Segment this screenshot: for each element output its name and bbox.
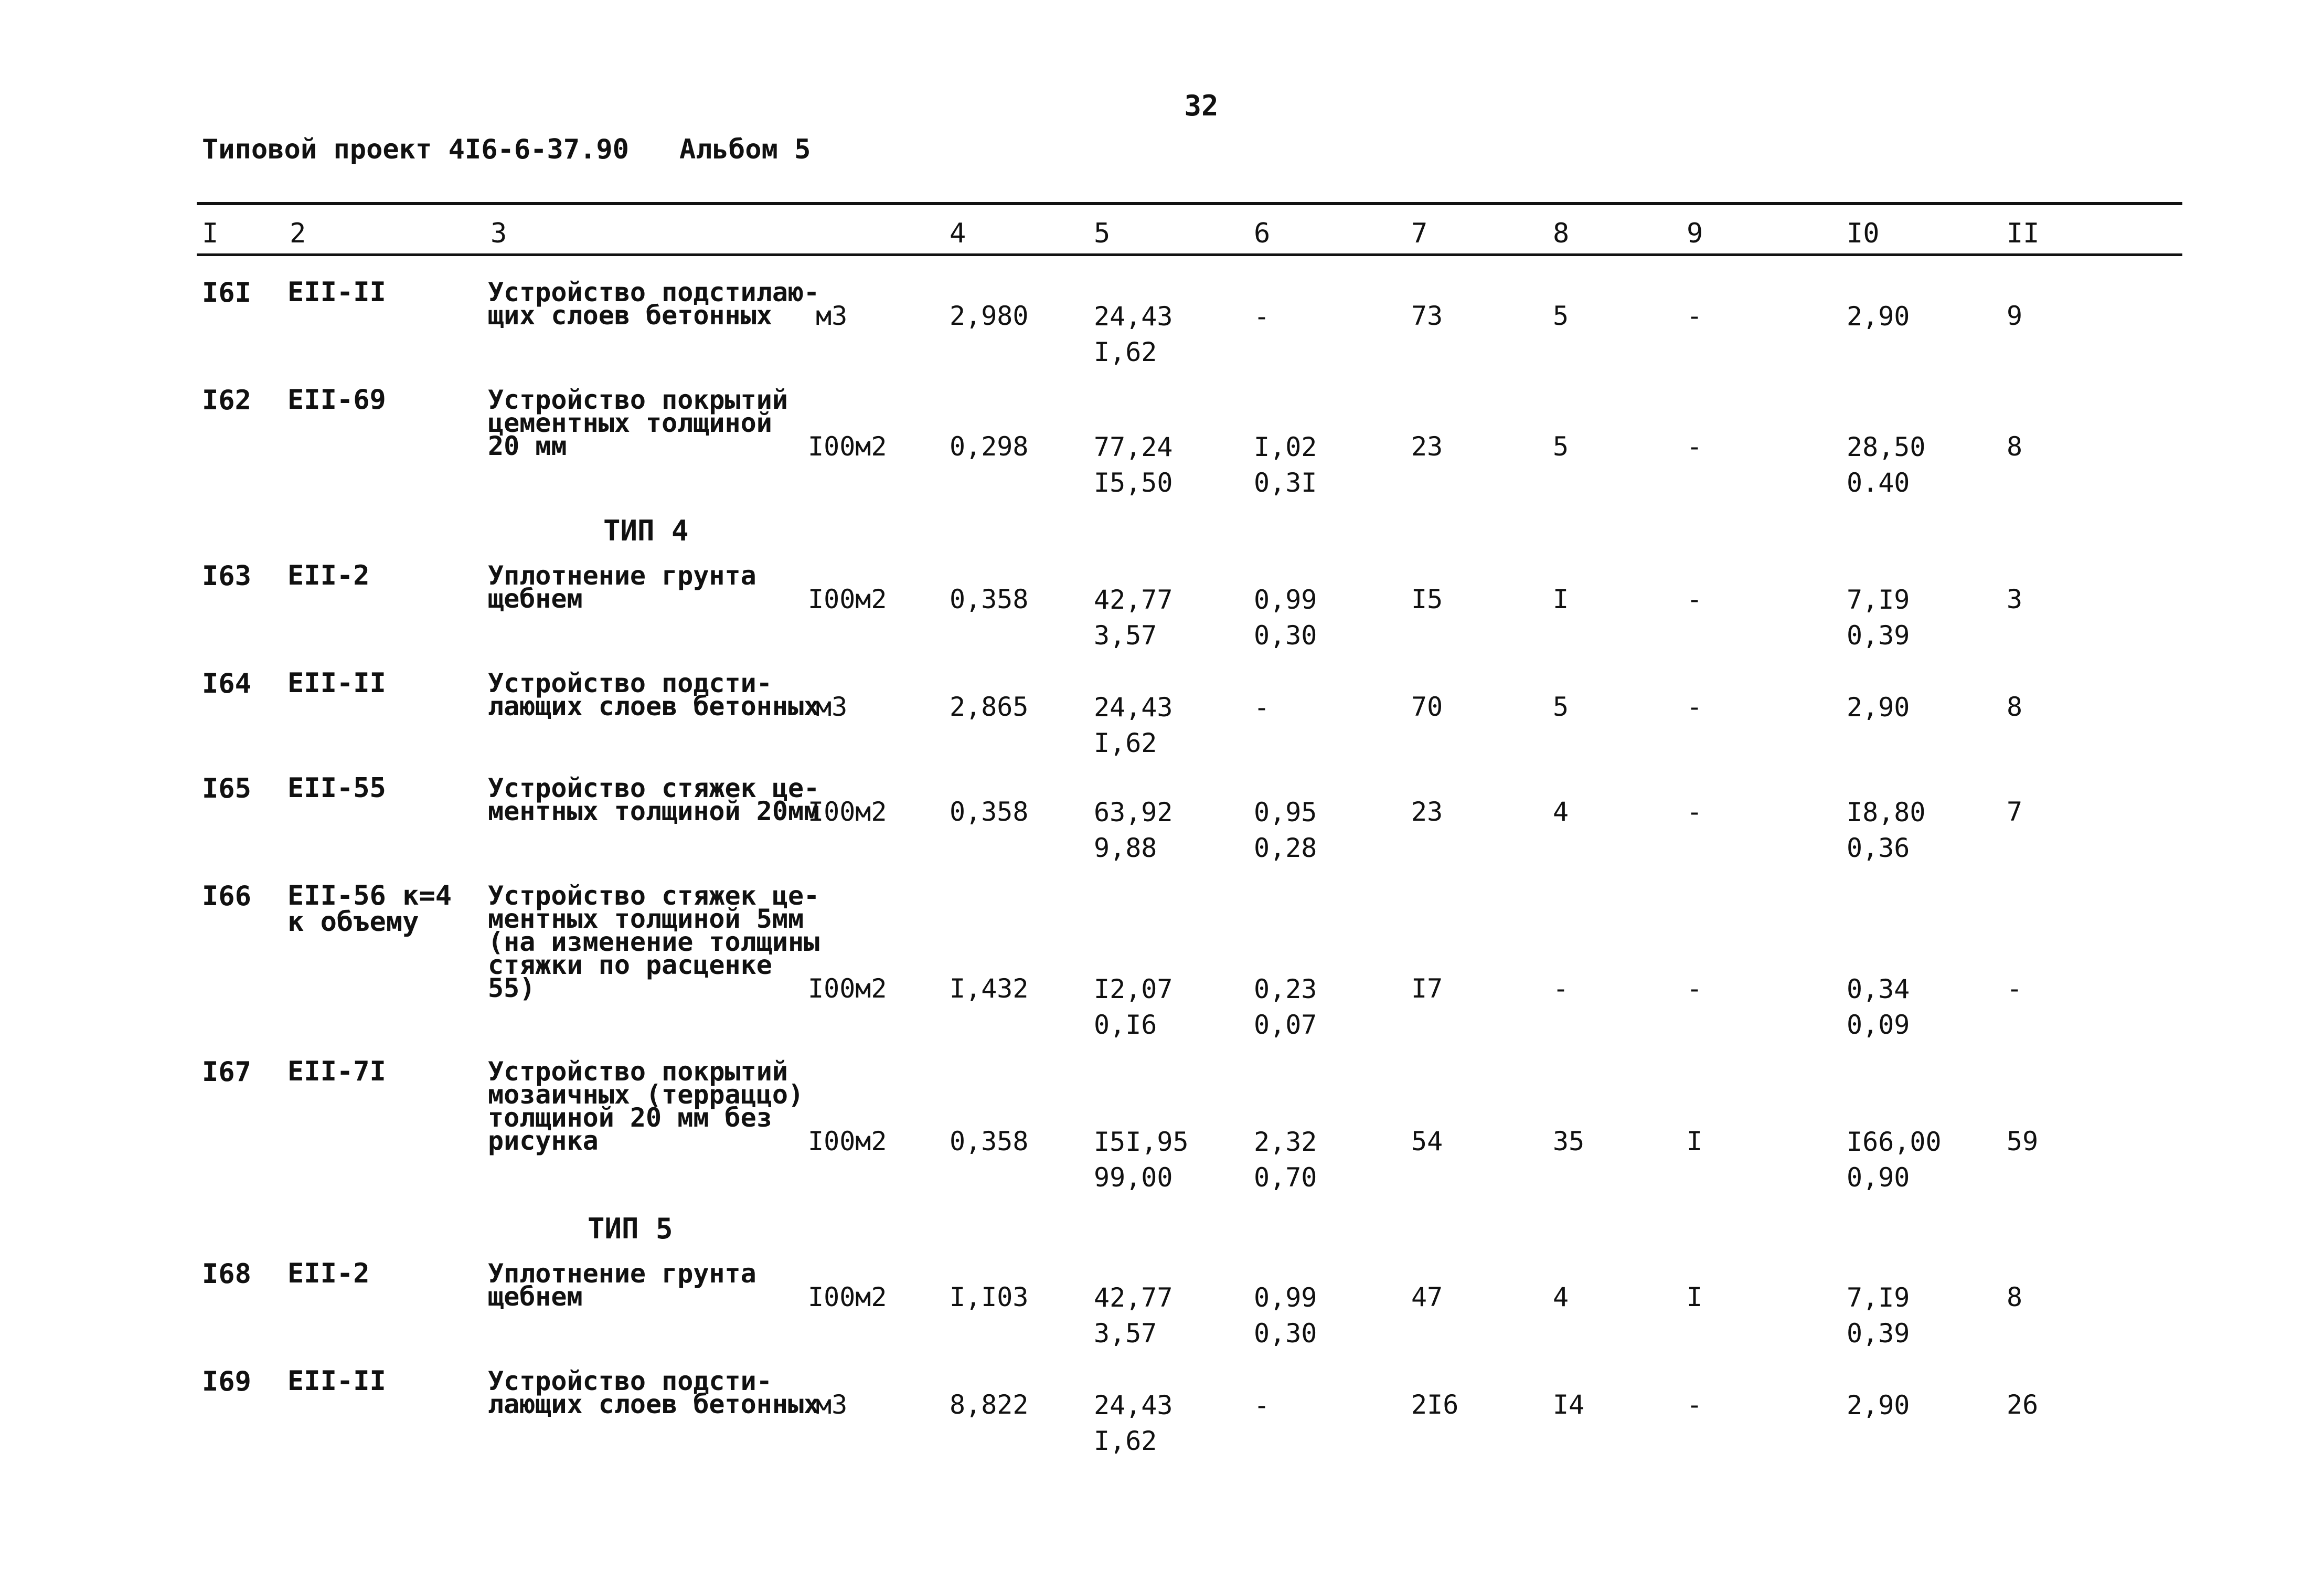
column-header-2: 2 — [290, 218, 306, 249]
cost-col6 — [1254, 971, 1317, 1043]
work-description-line: щебнем — [488, 584, 583, 614]
col8-value: I — [1553, 584, 1569, 614]
col10-values-line: 7,I9 — [1847, 585, 1910, 615]
unit: I00м2 — [808, 431, 887, 462]
col11-value: - — [2007, 973, 2023, 1004]
col10-values-line: 2,90 — [1847, 1390, 1910, 1420]
col9-value: - — [1687, 692, 1703, 722]
row-number: I63 — [202, 560, 251, 592]
cost-col5-line: I,62 — [1094, 728, 1157, 758]
col8-value: 4 — [1553, 1282, 1569, 1312]
rate-code-line: EII-7I — [287, 1056, 386, 1087]
col10-values-line — [1847, 725, 1910, 761]
work-description-line: толщиной 20 мм без — [488, 1102, 772, 1133]
cost-col6 — [1254, 794, 1317, 866]
col7-value: 23 — [1411, 797, 1443, 827]
cost-col5-line: I,62 — [1094, 1426, 1157, 1456]
column-header-6: 6 — [1254, 218, 1271, 249]
cost-col5-line: I5,50 — [1094, 468, 1173, 498]
col7-value: 70 — [1411, 692, 1443, 722]
work-description — [488, 773, 820, 826]
row-number: I64 — [202, 668, 251, 699]
rate-code — [287, 1260, 370, 1287]
rate-code — [287, 560, 370, 591]
cost-col6-line: - — [1254, 1390, 1270, 1420]
cost-col6 — [1254, 1387, 1270, 1459]
work-description — [488, 277, 820, 331]
col11-value: 8 — [2007, 431, 2023, 462]
quantity: 0,358 — [950, 584, 1029, 614]
cost-col6-line: 2,32 — [1254, 1127, 1317, 1157]
col10-values — [1847, 582, 1910, 653]
col11-value: 8 — [2007, 1282, 2023, 1312]
unit: м3 — [816, 1390, 848, 1420]
col9-value: - — [1687, 584, 1703, 614]
col8-value: 5 — [1553, 301, 1569, 331]
col10-values-line: I8,80 — [1847, 797, 1926, 828]
rate-code-line: EII-69 — [287, 384, 386, 416]
cost-col6-line — [1254, 334, 1270, 370]
col8-value: 5 — [1553, 431, 1569, 462]
col8-value: 5 — [1553, 692, 1569, 722]
column-header-7: 7 — [1411, 218, 1428, 249]
unit: I00м2 — [808, 1282, 887, 1312]
cost-col6 — [1254, 429, 1317, 501]
row-number: I69 — [202, 1366, 251, 1397]
col11-value: 7 — [2007, 797, 2023, 827]
work-description-line: 20 мм — [488, 431, 567, 461]
col8-value: I4 — [1553, 1390, 1585, 1420]
cost-col6-line: 0,30 — [1254, 620, 1317, 651]
quantity: 0,298 — [950, 431, 1029, 462]
cost-col5 — [1094, 582, 1173, 653]
work-description-line: стяжки по расценке — [488, 950, 772, 980]
cost-col6-line: - — [1254, 301, 1270, 332]
col10-values-line: 0,90 — [1847, 1162, 1910, 1193]
col8-value: 35 — [1553, 1126, 1585, 1157]
cost-col6-line — [1254, 1423, 1270, 1459]
work-description-line: рисунка — [488, 1126, 599, 1156]
work-description-line: мозаичных (терраццо) — [488, 1079, 804, 1110]
col10-values-line: 0,39 — [1847, 620, 1910, 651]
cost-col5 — [1094, 1387, 1173, 1459]
rate-code — [287, 1365, 386, 1397]
rate-code — [287, 277, 386, 308]
rate-code-line: EII-2 — [287, 1258, 370, 1289]
rate-code — [287, 667, 386, 699]
rate-code-line: EII-II — [287, 667, 386, 699]
cost-col6-line: 0,99 — [1254, 1282, 1317, 1313]
section-title: ТИП 4 — [603, 514, 689, 547]
col10-values-line: 0,34 — [1847, 974, 1910, 1004]
col7-value: 2I6 — [1411, 1390, 1459, 1420]
work-description — [488, 385, 788, 461]
cost-col5-line: I,62 — [1094, 337, 1157, 367]
quantity: 0,358 — [950, 1126, 1029, 1157]
cost-col6-line: 0,3I — [1254, 468, 1317, 498]
header-title: Типовой проект 4I6-6-37.90 — [202, 134, 629, 165]
cost-col5 — [1094, 690, 1173, 761]
column-header-1: I — [202, 218, 219, 249]
col11-value: 9 — [2007, 301, 2023, 331]
cost-col6 — [1254, 582, 1317, 653]
col9-value: - — [1687, 301, 1703, 331]
col10-values-line: 0.40 — [1847, 468, 1910, 498]
work-description-line: ментных толщиной 5мм — [488, 904, 804, 934]
work-description-line: Устройство подстилаю- — [488, 277, 820, 307]
work-description — [488, 1056, 804, 1156]
unit: I00м2 — [808, 584, 887, 614]
col8-value: 4 — [1553, 797, 1569, 827]
work-description-line: Уплотнение грунта — [488, 560, 756, 591]
col10-values-line: 0,09 — [1847, 1010, 1910, 1040]
col11-value: 8 — [2007, 692, 2023, 722]
quantity: I,432 — [950, 973, 1029, 1004]
unit: I00м2 — [808, 1126, 887, 1157]
rate-code-line: EII-56 к=4 — [287, 880, 452, 911]
unit: м3 — [816, 692, 848, 722]
work-description-line: Устройство покрытий — [488, 385, 788, 415]
col7-value: 73 — [1411, 301, 1443, 331]
cost-col5 — [1094, 971, 1173, 1043]
work-description — [488, 668, 820, 722]
quantity: 8,822 — [950, 1390, 1029, 1420]
row-number: I65 — [202, 773, 251, 804]
col10-values-line: 0,36 — [1847, 833, 1910, 863]
col9-value: - — [1687, 431, 1703, 462]
cost-col6-line: - — [1254, 692, 1270, 723]
cost-col6-line: 0,28 — [1254, 833, 1317, 863]
cost-col6 — [1254, 1124, 1317, 1195]
work-description — [488, 881, 820, 1003]
rate-code — [287, 772, 386, 804]
cost-col6-line: 0,99 — [1254, 585, 1317, 615]
work-description-line: щебнем — [488, 1281, 583, 1312]
column-header-9: 9 — [1687, 218, 1703, 249]
cost-col5-line: 99,00 — [1094, 1162, 1173, 1193]
col9-value: - — [1687, 797, 1703, 827]
col9-value: I — [1687, 1282, 1703, 1312]
col7-value: 54 — [1411, 1126, 1443, 1157]
col9-value: - — [1687, 1390, 1703, 1420]
col11-value: 3 — [2007, 584, 2023, 614]
work-description-line: цементных толщиной — [488, 408, 772, 438]
col10-values — [1847, 690, 1910, 761]
work-description-line: Уплотнение грунта — [488, 1258, 756, 1289]
column-header-3: 3 — [491, 218, 507, 249]
column-header-4: 4 — [950, 218, 966, 249]
quantity: 2,980 — [950, 301, 1029, 331]
table-top-rule — [197, 202, 2182, 205]
cost-col6 — [1254, 1280, 1317, 1351]
work-description-line: лающих слоев бетонных — [488, 691, 820, 722]
cost-col5 — [1094, 429, 1173, 501]
cost-col5-line: 24,43 — [1094, 692, 1173, 723]
col10-values-line: 28,50 — [1847, 432, 1926, 462]
col8-value: - — [1553, 973, 1569, 1004]
cost-col5-line: 63,92 — [1094, 797, 1173, 828]
cost-col5-line: 42,77 — [1094, 1282, 1173, 1313]
row-number: I68 — [202, 1258, 251, 1290]
column-header-10: I0 — [1847, 218, 1880, 249]
work-description — [488, 1366, 820, 1419]
col7-value: 47 — [1411, 1282, 1443, 1312]
cost-col6-line: 0,07 — [1254, 1010, 1317, 1040]
work-description-line: Устройство стяжек це- — [488, 773, 820, 803]
work-description — [488, 1258, 756, 1312]
unit: I00м2 — [808, 973, 887, 1004]
cost-col5-line: 24,43 — [1094, 301, 1173, 332]
col10-values — [1847, 1124, 1942, 1195]
cost-col6-line: I,02 — [1254, 432, 1317, 462]
col10-values — [1847, 299, 1910, 370]
cost-col5-line: 3,57 — [1094, 1318, 1157, 1349]
cost-col6-line — [1254, 725, 1270, 761]
header-album: Альбом 5 — [679, 134, 811, 165]
col10-values-line: 2,90 — [1847, 692, 1910, 723]
cost-col6 — [1254, 299, 1270, 370]
col10-values — [1847, 794, 1926, 866]
col7-value: I7 — [1411, 973, 1443, 1004]
unit: м3 — [816, 301, 848, 331]
work-description-line: (на изменение толщины — [488, 927, 820, 957]
rate-code — [287, 1058, 386, 1085]
cost-col5-line: 0,I6 — [1094, 1010, 1157, 1040]
cost-col5 — [1094, 299, 1173, 370]
column-header-5: 5 — [1094, 218, 1111, 249]
rate-code-line: EII-II — [287, 1365, 386, 1397]
work-description-line: Устройство подсти- — [488, 668, 772, 698]
col9-value: - — [1687, 973, 1703, 1004]
col11-value: 59 — [2007, 1126, 2039, 1157]
rate-code-line: EII-2 — [287, 560, 370, 591]
quantity: I,I03 — [950, 1282, 1029, 1312]
work-description-line: лающих слоев бетонных — [488, 1389, 820, 1419]
cost-col6-line: 0,30 — [1254, 1318, 1317, 1349]
work-description-line: Устройство стяжек це- — [488, 881, 820, 911]
column-header-11: II — [2007, 218, 2040, 249]
row-number: I66 — [202, 881, 251, 912]
work-description-line: Устройство подсти- — [488, 1366, 772, 1396]
section-title: ТИП 5 — [588, 1212, 673, 1245]
cost-col6-line: 0,23 — [1254, 974, 1317, 1004]
row-number: I62 — [202, 385, 251, 416]
cost-col5-line: I5I,95 — [1094, 1127, 1189, 1157]
cost-col5-line: 24,43 — [1094, 1390, 1173, 1420]
col10-values — [1847, 971, 1910, 1043]
cost-col5-line: 3,57 — [1094, 620, 1157, 651]
rate-code-line: EII-55 — [287, 772, 386, 804]
page-number: 32 — [1184, 89, 1219, 122]
col10-values-line — [1847, 334, 1910, 370]
cost-col6-line: 0,70 — [1254, 1162, 1317, 1193]
col10-values-line: 7,I9 — [1847, 1282, 1910, 1313]
col7-value: I5 — [1411, 584, 1443, 614]
column-header-8: 8 — [1553, 218, 1570, 249]
col10-values-line: I66,00 — [1847, 1127, 1942, 1157]
cost-col5-line: 42,77 — [1094, 585, 1173, 615]
table-header-rule — [197, 253, 2182, 256]
work-description — [488, 560, 756, 614]
rate-code-line: к объему — [287, 906, 419, 938]
cost-col5-line: I2,07 — [1094, 974, 1173, 1004]
col10-values — [1847, 1280, 1910, 1351]
col10-values-line — [1847, 1423, 1910, 1459]
cost-col6 — [1254, 690, 1270, 761]
rate-code-line: EII-II — [287, 277, 386, 308]
work-description-line: Устройство покрытий — [488, 1056, 788, 1087]
col11-value: 26 — [2007, 1390, 2039, 1420]
row-number: I67 — [202, 1056, 251, 1088]
col7-value: 23 — [1411, 431, 1443, 462]
cost-col5 — [1094, 1124, 1189, 1195]
col10-values — [1847, 1387, 1910, 1459]
quantity: 0,358 — [950, 797, 1029, 827]
col9-value: I — [1687, 1126, 1703, 1157]
rate-code — [287, 880, 452, 938]
cost-col5 — [1094, 1280, 1173, 1351]
rate-code — [287, 384, 386, 416]
cost-col5 — [1094, 794, 1173, 866]
quantity: 2,865 — [950, 692, 1029, 722]
work-description-line: ментных толщиной 20мм — [488, 796, 820, 826]
cost-col6-line: 0,95 — [1254, 797, 1317, 828]
work-description-line: 55) — [488, 973, 536, 1003]
col10-values-line: 0,39 — [1847, 1318, 1910, 1349]
col10-values — [1847, 429, 1926, 501]
unit: I00м2 — [808, 797, 887, 827]
col10-values-line: 2,90 — [1847, 301, 1910, 332]
cost-col5-line: 77,24 — [1094, 432, 1173, 462]
work-description-line: щих слоев бетонных — [488, 300, 772, 331]
cost-col5-line: 9,88 — [1094, 833, 1157, 863]
row-number: I6I — [202, 277, 251, 309]
